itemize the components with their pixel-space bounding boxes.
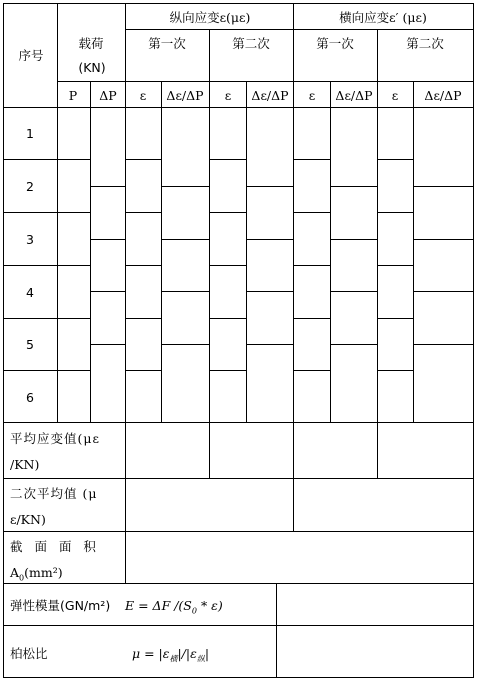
delta-ratio-header-4: Δε/ΔP xyxy=(424,88,462,103)
twice-avg-label-line2: ε/KN) xyxy=(10,512,46,527)
delta-ratio-header-3: Δε/ΔP xyxy=(335,88,373,103)
elastic-modulus-label: 弹性模量(GN/m²) xyxy=(10,598,111,613)
load-header: 载荷 xyxy=(78,36,104,51)
transverse-strain-header: 横向应变ε′ (με) xyxy=(339,10,427,25)
cross-section-area-label-line1: 截 面 面 积 xyxy=(10,539,100,554)
longitudinal-second-header: 第二次 xyxy=(232,36,270,51)
twice-avg-label-line1: 二次平均值 (μ xyxy=(10,486,98,501)
avg-strain-label-line2: /KN) xyxy=(10,457,40,472)
epsilon-header-3: ε xyxy=(308,88,316,103)
delta-ratio-header-2: Δε/ΔP xyxy=(251,88,289,103)
epsilon-header-4: ε xyxy=(391,88,399,103)
row-number: 4 xyxy=(26,285,34,300)
row-number: 1 xyxy=(26,126,34,141)
p-column-header: P xyxy=(68,88,78,103)
epsilon-header-1: ε xyxy=(139,88,147,103)
poisson-ratio-label: 柏松比 xyxy=(10,646,48,661)
elastic-modulus-formula: E = ΔF $/(S_0 * \varepsilon)$ xyxy=(125,598,223,616)
longitudinal-first-header: 第一次 xyxy=(148,36,186,51)
row-number: 2 xyxy=(26,179,34,194)
poisson-ratio-formula: $\mu = |\varepsilon_横|/|\varepsilon_纵|$ xyxy=(132,646,210,664)
row-number: 5 xyxy=(26,337,34,352)
row-number: 3 xyxy=(26,232,34,247)
row-number: 6 xyxy=(26,390,34,405)
delta-p-column-header: ΔP xyxy=(99,88,117,103)
transverse-second-header: 第二次 xyxy=(406,36,444,51)
longitudinal-strain-header: 纵向应变ε(με) xyxy=(169,10,251,25)
epsilon-header-2: ε xyxy=(224,88,232,103)
load-unit: (KN) xyxy=(78,60,106,75)
seq-header: 序号 xyxy=(18,48,44,63)
avg-strain-label-line1: 平均应变值(με xyxy=(10,431,100,446)
delta-ratio-header-1: Δε/ΔP xyxy=(166,88,204,103)
cross-section-area-label-line2: $A_0(mm^2)$ xyxy=(10,565,63,583)
transverse-first-header: 第一次 xyxy=(316,36,354,51)
